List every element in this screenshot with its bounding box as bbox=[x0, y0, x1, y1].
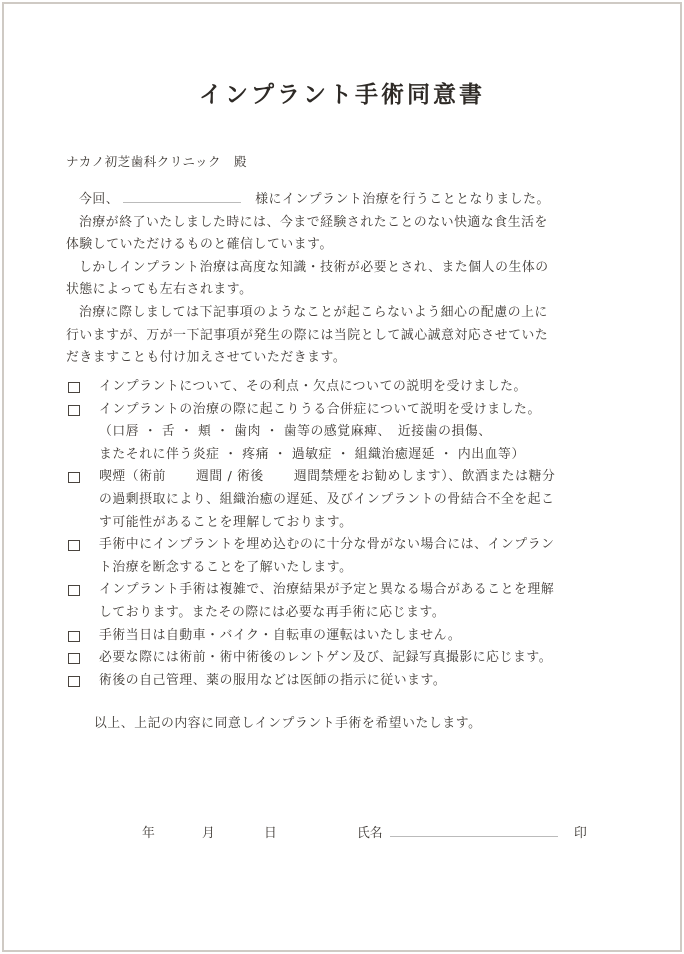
checklist-item bbox=[66, 376, 636, 399]
checklist-text: 必要な際には術前・術中術後のレントゲン及び、記録写真撮影に応じます。 bbox=[99, 650, 553, 666]
checklist-item bbox=[66, 466, 636, 534]
checklist-text: 術後の自己管理、薬の服用などは医師の指示に従います。 bbox=[99, 672, 447, 688]
checkbox[interactable] bbox=[68, 585, 80, 596]
checkbox[interactable] bbox=[68, 676, 80, 687]
checklist-text: インプラント手術は複雑で、治療結果が予定と異なる場合があることを理解 bbox=[99, 582, 555, 598]
intro-paragraph-1-line-2: 体験していただけるものと確信しています。 bbox=[66, 237, 333, 253]
checklist-text: 手術中にインプラントを埋め込むのに十分な骨がない場合には、インプラン bbox=[99, 537, 555, 553]
patient-name-field[interactable] bbox=[123, 191, 241, 203]
intro-section bbox=[66, 189, 626, 370]
day-label: 日 bbox=[264, 826, 277, 841]
checklist-item bbox=[66, 579, 636, 624]
name-label: 氏名 bbox=[357, 826, 383, 841]
checkbox[interactable] bbox=[68, 472, 80, 483]
intro-prefix: 今回、 bbox=[79, 192, 120, 207]
checklist-text: ト治療を断念することを了解いたします。 bbox=[99, 559, 353, 575]
intro-line-1 bbox=[66, 189, 626, 212]
intro-paragraph-2-line-2: 状態によっても左右されます。 bbox=[66, 282, 253, 298]
checklist-item bbox=[66, 647, 636, 670]
document-title: インプラント手術同意書 bbox=[199, 82, 485, 108]
checklist-text: しております。またその際には必要な再手術に応じます。 bbox=[99, 604, 446, 620]
checklist-text: インプラントの治療の際に起こりうる合併症について説明を受けました。 bbox=[99, 401, 541, 417]
checklist-item bbox=[66, 670, 636, 693]
checklist-text: インプラントについて、その利点・欠点についての説明を受けました。 bbox=[99, 379, 527, 394]
intro-paragraph-3-line-2: 行いますが、万が一下記事項が発生の際には当院として誠心誠意対応させていた bbox=[66, 327, 549, 343]
intro-paragraph-3-line-1: 治療に際しましては下記事項のようなことが起こらないよう細心の配慮の上に bbox=[79, 304, 548, 320]
month-label: 月 bbox=[202, 826, 215, 841]
smoking-tail: 週間禁煙をお勧めします）、飲酒または糖分 bbox=[293, 469, 556, 485]
checkbox[interactable] bbox=[68, 540, 80, 551]
checklist-item bbox=[66, 534, 636, 579]
smoking-pre-label: 喫煙（術前 bbox=[99, 469, 166, 485]
consent-checklist bbox=[66, 376, 636, 692]
addressee: ナカノ初芝歯科クリニック 殿 bbox=[66, 154, 248, 169]
checklist-text bbox=[99, 466, 555, 489]
intro-paragraph-1-line-1: 治療が終了いたしました時には、今まで経験されたことのない快適な食生活を bbox=[79, 214, 548, 230]
intro-paragraph-2-line-1: しかしインプラント治療は高度な知識・技術が必要とされ、また個人の生体の bbox=[79, 259, 549, 275]
checkbox[interactable] bbox=[68, 631, 80, 642]
checklist-text: またそれに伴う炎症 ・ 疼痛 ・ 過敏症 ・ 組織治癒遅延 ・ 内出血等） bbox=[99, 446, 525, 462]
signature-name-field[interactable] bbox=[390, 836, 558, 837]
checklist-text: 手術当日は自動車・バイク・自転車の運転はいたしません。 bbox=[99, 627, 462, 643]
year-label: 年 bbox=[142, 826, 155, 841]
checklist-item bbox=[66, 625, 636, 648]
checklist-item bbox=[66, 399, 636, 467]
intro-suffix: 様にインプラント治療を行うこととなりました。 bbox=[255, 192, 550, 207]
closing-statement: 以上、上記の内容に同意しインプラント手術を希望いたします。 bbox=[94, 716, 482, 731]
checkbox[interactable] bbox=[68, 653, 80, 664]
seal-label: 印 bbox=[574, 826, 587, 841]
checkbox[interactable] bbox=[68, 405, 80, 416]
checklist-text: （口唇 ・ 舌 ・ 頬 ・ 歯肉 ・ 歯等の感覚麻痺、 近接歯の損傷、 bbox=[99, 424, 492, 440]
intro-paragraph-3-line-3: だきますことも付け加えさせていただきます。 bbox=[66, 350, 347, 366]
smoking-post-label: 週間 / 術後 bbox=[195, 469, 264, 485]
checkbox[interactable] bbox=[68, 382, 80, 393]
checklist-text: す可能性があることを理解しております。 bbox=[99, 514, 353, 530]
checklist-text: の過剰摂取により、組織治癒の遅延、及びインプラントの骨結合不全を起こ bbox=[99, 491, 555, 507]
